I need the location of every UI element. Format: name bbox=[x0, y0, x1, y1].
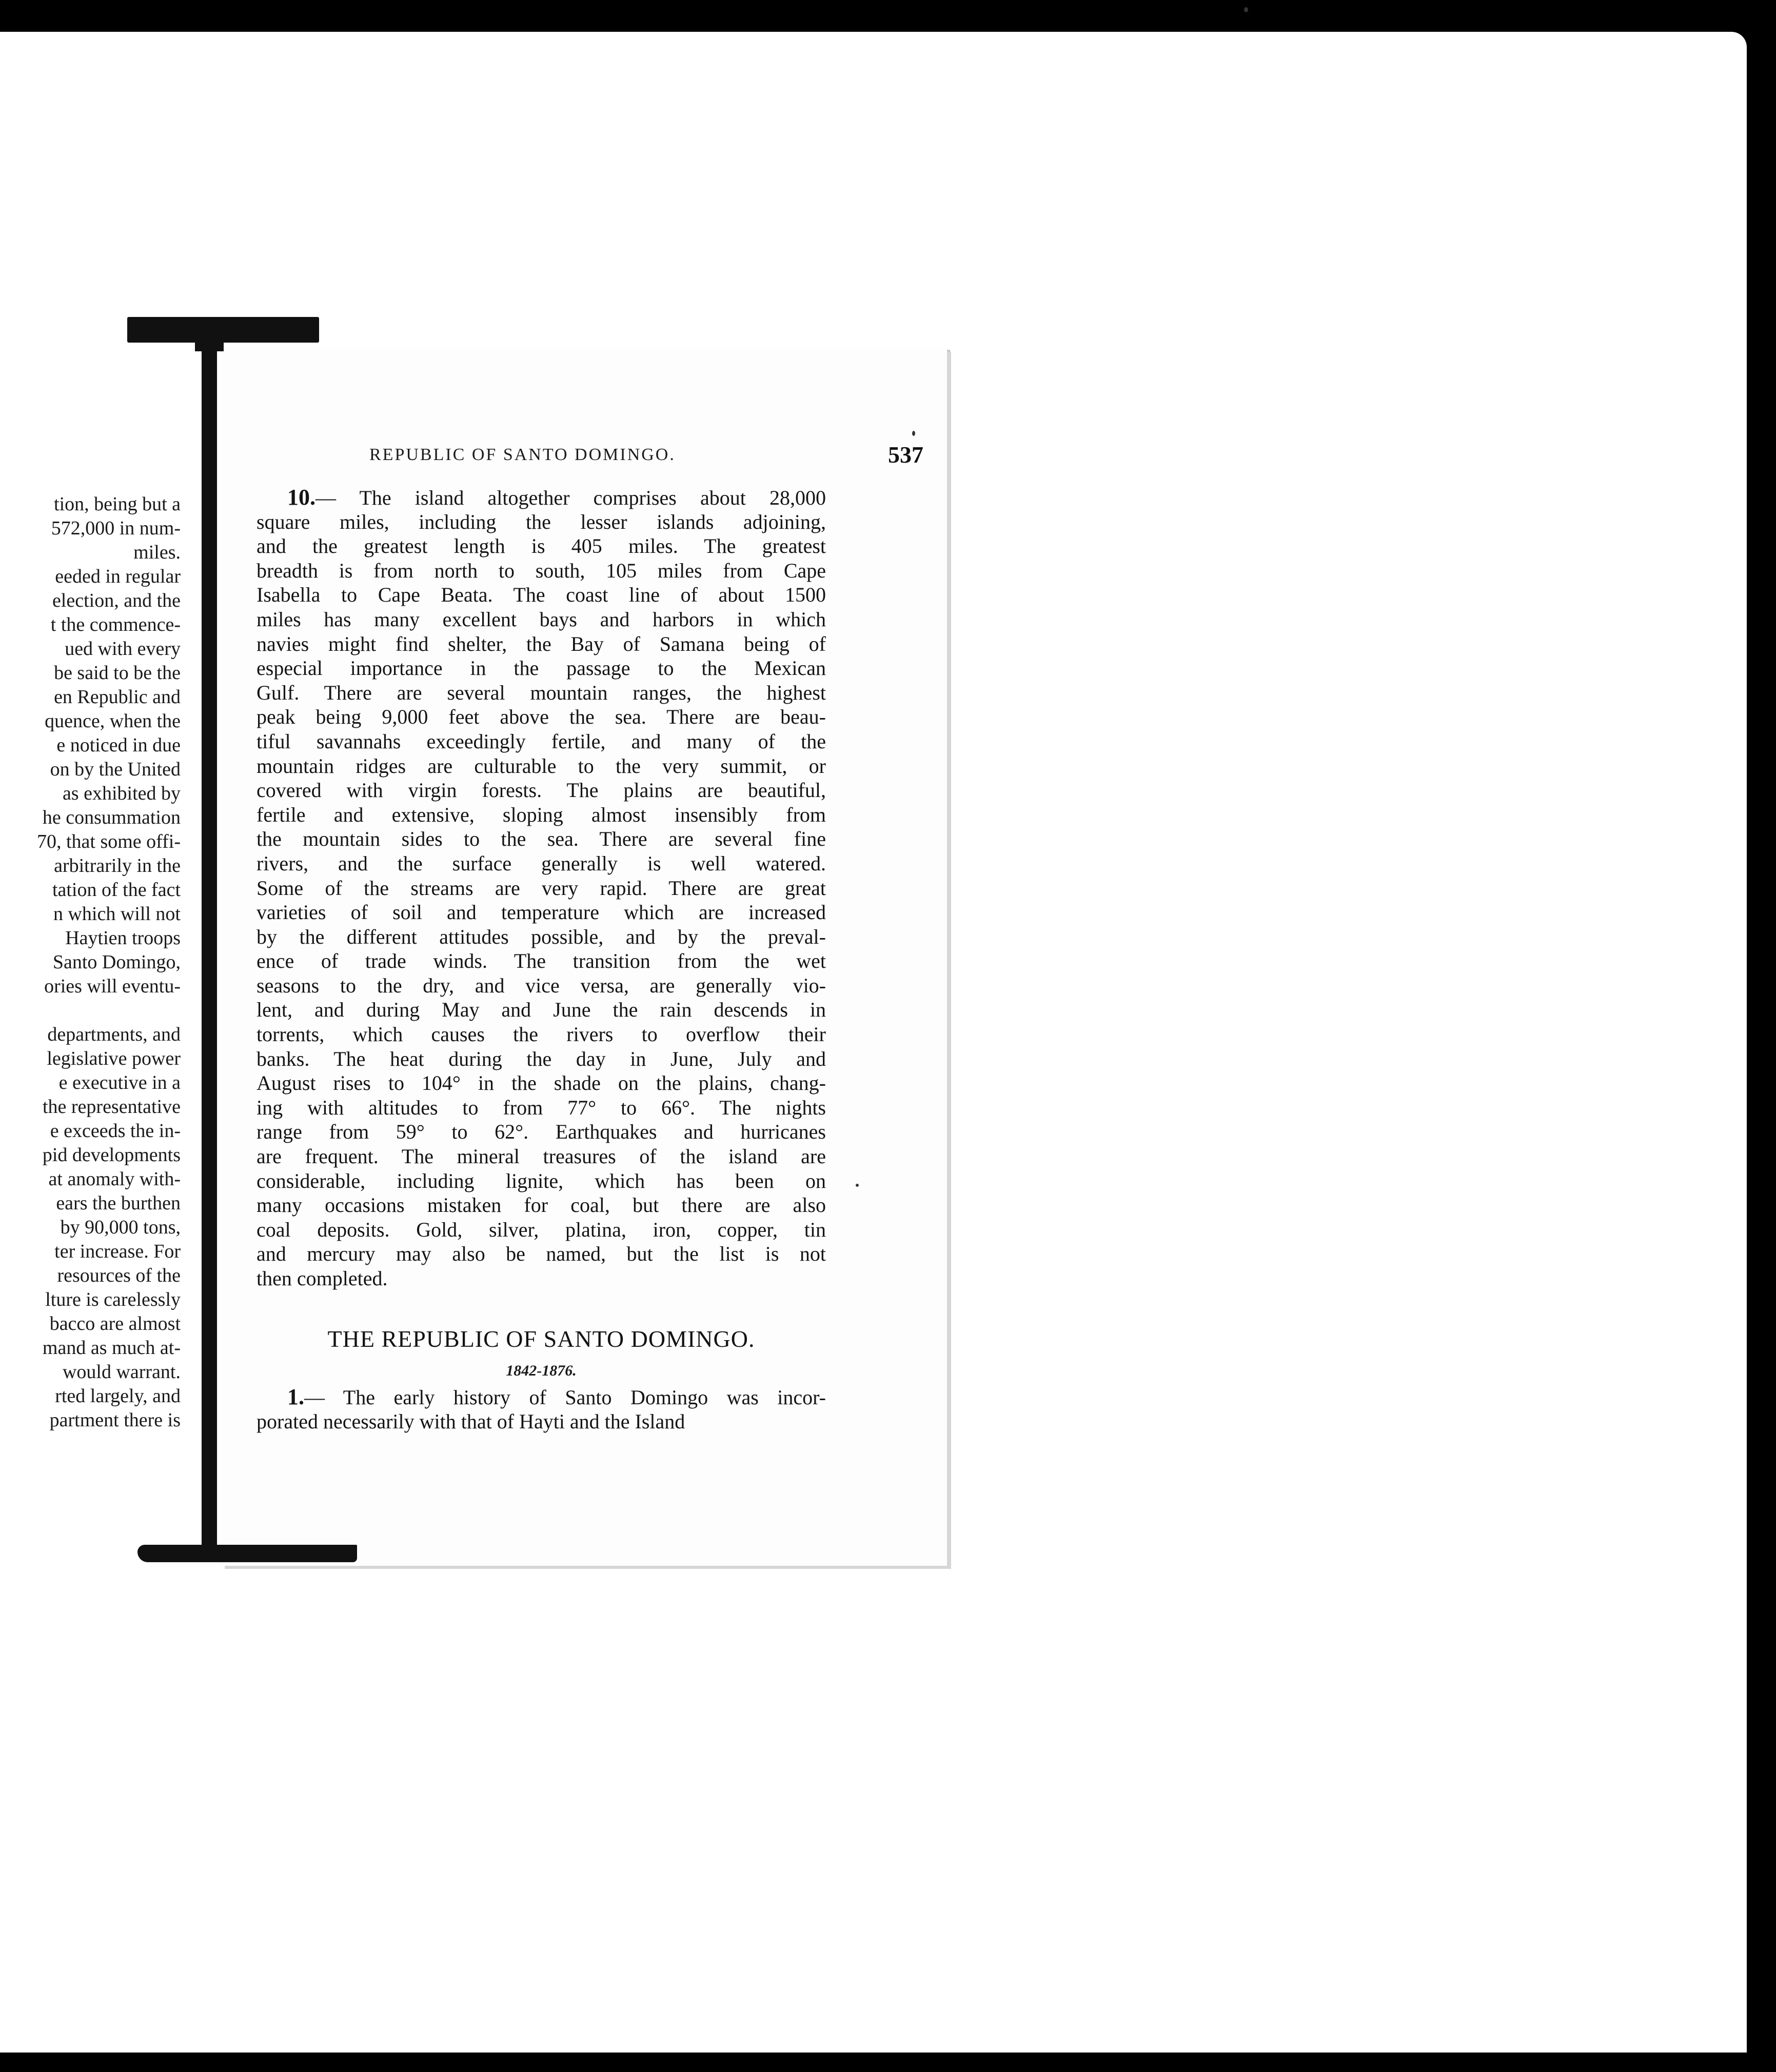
text-line: then completed. bbox=[256, 1267, 388, 1290]
previous-page-line: Santo Domingo, bbox=[52, 951, 181, 973]
previous-page-line: quence, when the bbox=[45, 710, 181, 732]
previous-page-line: be said to be the bbox=[54, 662, 181, 684]
text-line: navies might find shelter, the Bay of Samana being of bbox=[256, 632, 826, 655]
text-line: mountain ridges are culturable to the very summit, or bbox=[256, 754, 826, 778]
text-line bbox=[256, 485, 826, 510]
text-line: porated necessarily with that of Hayti and the Island bbox=[256, 1409, 685, 1433]
previous-page-line: eeded in regular bbox=[55, 566, 181, 587]
previous-page-line: tation of the fact bbox=[52, 879, 181, 901]
previous-page-line: resources of the bbox=[57, 1265, 181, 1286]
previous-page-line: by 90,000 tons, bbox=[60, 1217, 181, 1238]
previous-page-line: 70, that some offi- bbox=[36, 831, 181, 852]
previous-page-line: e exceeds the in- bbox=[50, 1120, 181, 1142]
previous-page-line: t the commence- bbox=[50, 614, 181, 635]
section-title: THE REPUBLIC OF SANTO DOMINGO. bbox=[327, 1326, 755, 1352]
text-line: ing with altitudes to from 77° to 66°. The nights bbox=[256, 1095, 826, 1119]
text-line: banks. The heat during the day in June, July and bbox=[256, 1047, 826, 1070]
film-speck bbox=[856, 1184, 859, 1187]
text-line bbox=[256, 1385, 826, 1409]
previous-page-line: e executive in a bbox=[58, 1072, 181, 1093]
film-speck bbox=[1244, 7, 1248, 12]
text-line: miles has many excellent bays and harbors in which bbox=[256, 607, 826, 631]
text-line: Isabella to Cape Beata. The coast line of about 1500 bbox=[256, 583, 826, 607]
text-line: Some of the streams are very rapid. There are great bbox=[256, 876, 826, 900]
book-page bbox=[221, 349, 947, 1566]
text-line: range from 59° to 62°. Earthquakes and hurricanes bbox=[256, 1120, 826, 1144]
text-line: many occasions mistaken for coal, but there are also bbox=[256, 1193, 826, 1217]
previous-page-line: 572,000 in num- bbox=[51, 517, 181, 539]
film-speck bbox=[912, 431, 915, 436]
text-line: ence of trade winds. The transition from the wet bbox=[256, 949, 826, 973]
page-number: 537 bbox=[888, 442, 923, 468]
text-line: coal deposits. Gold, silver, platina, iron, copper, tin bbox=[256, 1218, 826, 1241]
previous-page-line: arbitrarily in the bbox=[54, 855, 181, 876]
text-line: square miles, including the lesser islands adjoining, bbox=[256, 510, 826, 533]
previous-page-line: ears the burthen bbox=[56, 1192, 181, 1214]
text-line: lent, and during May and June the rain descends in bbox=[256, 998, 826, 1022]
section-dates: 1842-1876. bbox=[506, 1362, 577, 1379]
text-line: peak being 9,000 feet above the sea. There are beau- bbox=[256, 705, 826, 729]
previous-page-line: n which will not bbox=[53, 903, 181, 925]
previous-page-line: ories will eventu- bbox=[44, 975, 181, 997]
text-line: covered with virgin forests. The plains are beautiful, bbox=[256, 779, 826, 802]
previous-page-line: rted largely, and bbox=[55, 1385, 181, 1407]
text-line: torrents, which causes the rivers to overflow their bbox=[256, 1023, 826, 1046]
previous-page-text bbox=[0, 492, 181, 1432]
previous-page-fragment bbox=[0, 328, 205, 1569]
paragraph-1 bbox=[256, 1385, 826, 1433]
text-line: the mountain sides to the sea. There are several fine bbox=[256, 827, 826, 851]
text-line: and mercury may also be named, but the list is not bbox=[256, 1242, 826, 1266]
text-line: August rises to 104° in the shade on the plains, chang- bbox=[256, 1071, 826, 1095]
line-text: — The island altogether comprises about 28,000 bbox=[315, 486, 826, 509]
line-text: — The early history of Santo Domingo was incor- bbox=[304, 1386, 826, 1409]
previous-page-line: partment there is bbox=[49, 1409, 181, 1431]
previous-page-line: ter increase. For bbox=[54, 1241, 181, 1262]
text-line: considerable, including lignite, which has been on bbox=[256, 1169, 826, 1192]
text-line: seasons to the dry, and vice versa, are generally vio- bbox=[256, 973, 826, 997]
paragraph-10 bbox=[256, 485, 826, 1291]
previous-page-line: Haytien troops bbox=[65, 927, 181, 949]
previous-page-line: as exhibited by bbox=[62, 783, 181, 804]
previous-page-line: election, and the bbox=[52, 590, 181, 611]
previous-page-line: e noticed in due bbox=[56, 734, 181, 756]
paragraph-number: 1. bbox=[287, 1384, 304, 1409]
previous-page-line: legislative power bbox=[47, 1048, 181, 1069]
previous-page-line: lture is carelessly bbox=[45, 1289, 181, 1310]
previous-page-line: he consummation bbox=[42, 807, 181, 828]
previous-page-line: miles. bbox=[133, 542, 181, 563]
binder-clip-bar bbox=[202, 340, 217, 1549]
previous-page-line: the representative bbox=[42, 1096, 181, 1118]
previous-page-line: departments, and bbox=[47, 1024, 181, 1045]
text-line: and the greatest length is 405 miles. The greatest bbox=[256, 534, 826, 558]
previous-page-line: mand as much at- bbox=[42, 1337, 181, 1359]
binder-clip-bottom bbox=[137, 1545, 357, 1562]
text-line: Gulf. There are several mountain ranges, the highest bbox=[256, 681, 826, 704]
text-line: varieties of soil and temperature which are increased bbox=[256, 901, 826, 924]
text-line: especial importance in the passage to the Mexican bbox=[256, 656, 826, 680]
text-line: breadth is from north to south, 105 miles from Cape bbox=[256, 559, 826, 582]
paragraph-number: 10. bbox=[287, 485, 315, 510]
text-line: rivers, and the surface generally is well watered. bbox=[256, 851, 826, 875]
previous-page-line: at anomaly with- bbox=[48, 1168, 181, 1190]
previous-page-line: ued with every bbox=[65, 638, 181, 660]
previous-page-line: pid developments bbox=[42, 1144, 181, 1166]
previous-page-line bbox=[0, 999, 181, 1023]
running-title: REPUBLIC OF SANTO DOMINGO. bbox=[369, 445, 676, 464]
text-line: are frequent. The mineral treasures of the island are bbox=[256, 1145, 826, 1168]
previous-page-line: would warrant. bbox=[62, 1361, 181, 1383]
previous-page-line: tion, being but a bbox=[54, 493, 181, 515]
previous-page-line: on by the United bbox=[50, 759, 181, 780]
running-head bbox=[369, 441, 923, 472]
text-line: fertile and extensive, sloping almost insensibly from bbox=[256, 803, 826, 826]
text-line: tiful savannahs exceedingly fertile, and many of the bbox=[256, 729, 826, 753]
previous-page-line: en Republic and bbox=[54, 686, 181, 708]
text-line: by the different attitudes possible, and by the preval- bbox=[256, 925, 826, 948]
previous-page-line: bacco are almost bbox=[49, 1313, 181, 1334]
binder-clip-top bbox=[127, 317, 319, 343]
